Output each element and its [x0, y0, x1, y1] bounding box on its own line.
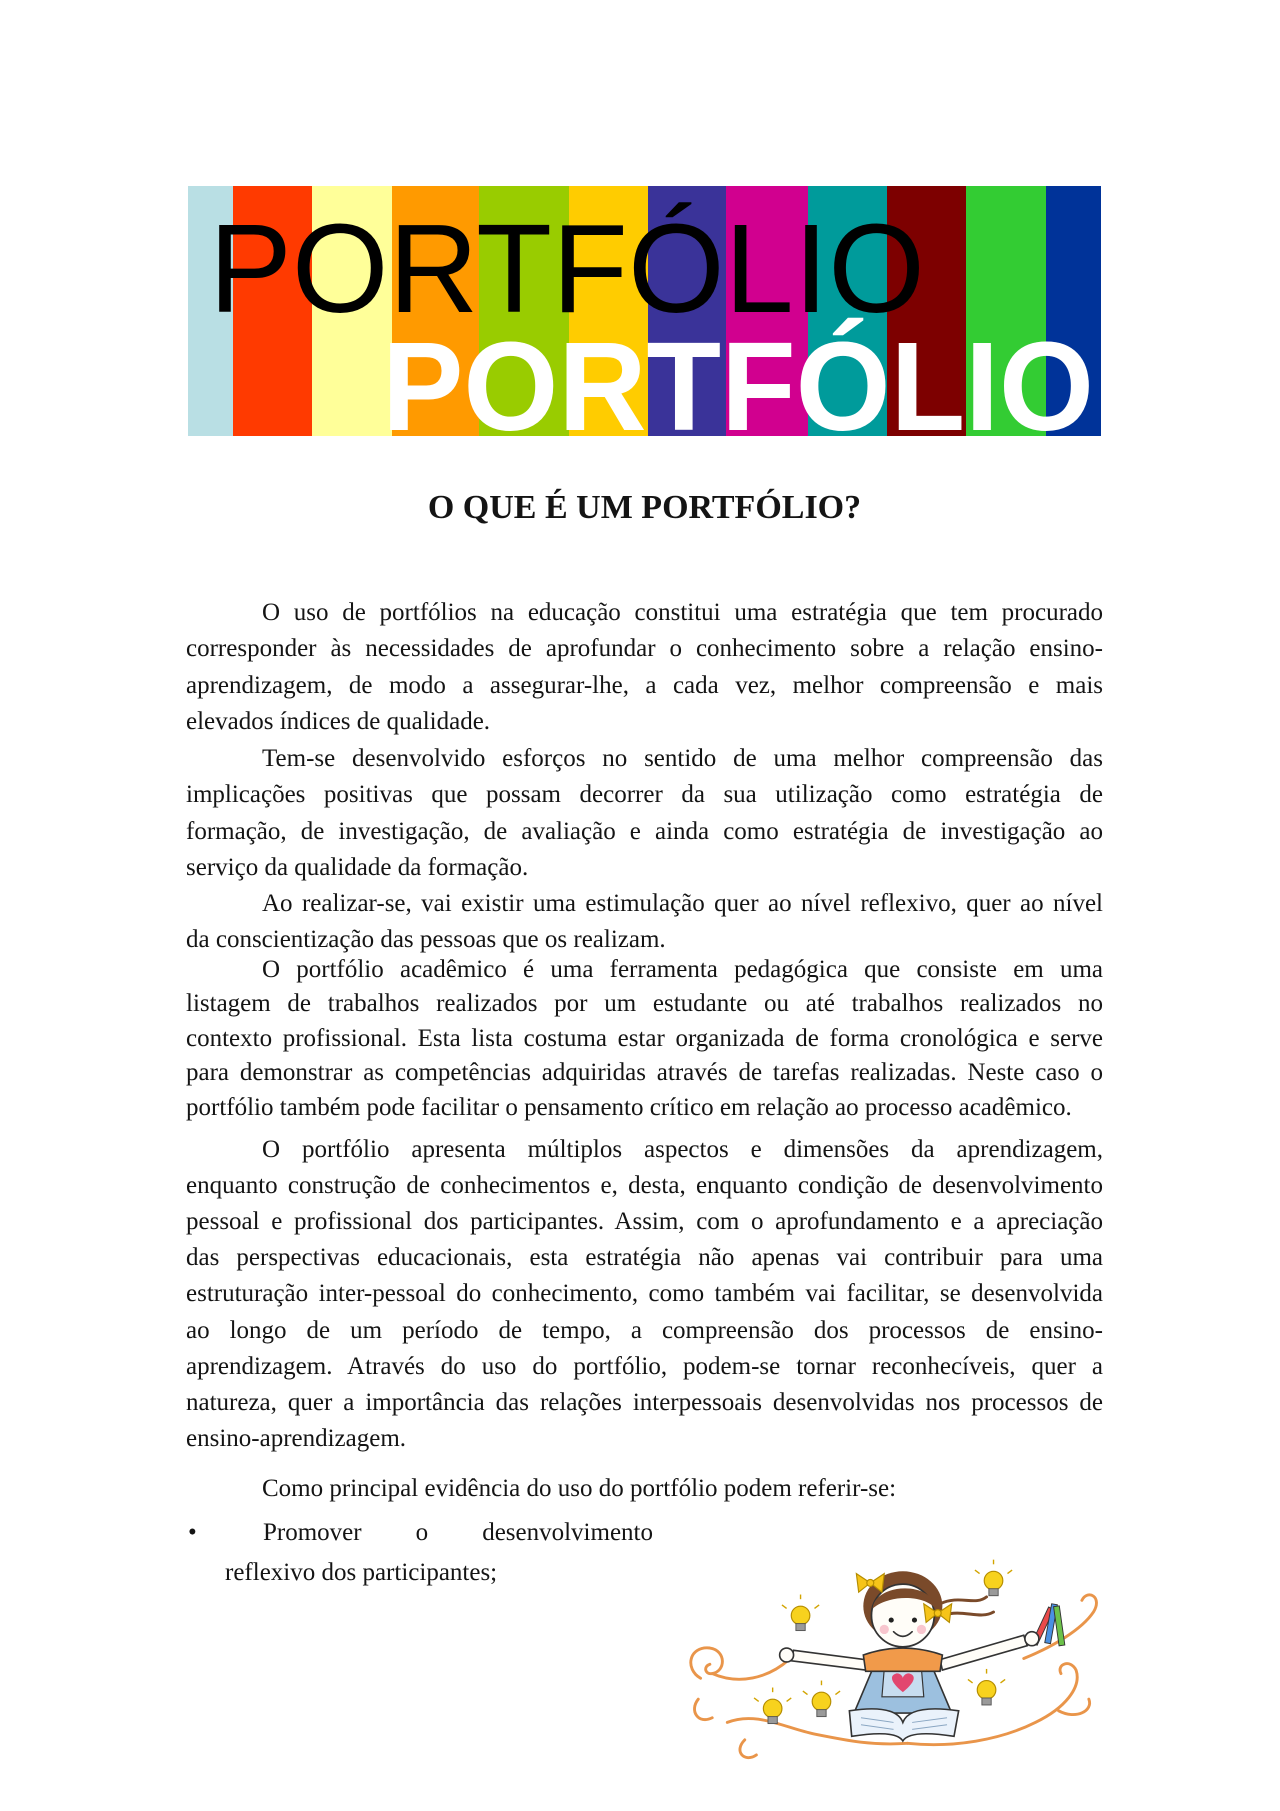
paragraph-line: Ao realizar-se, vai existir uma estimulação quer ao nível reflexivo, quer ao nível [262, 890, 1103, 917]
swirl [695, 1699, 713, 1719]
portfolio-banner [188, 186, 1101, 436]
paragraph-line: estruturação inter-pessoal do conhecimento, como também vai facilitar, se desenvolvida [186, 1280, 1103, 1308]
bullet-icon: • [188, 1519, 197, 1546]
paragraph-3 [186, 886, 1103, 959]
banner-title-bottom: PORTFÓLIO [382, 316, 1094, 436]
paragraph-line: O uso de portfólios na educação constitui uma estratégia que tem procurado [262, 599, 1103, 626]
girl-illustration [675, 1548, 1140, 1798]
paragraph-line: pessoal e profissional dos participantes. Assim, com o aprofundamento e a apreciação [186, 1207, 1103, 1235]
paragraph-line: das perspectivas educacionais, esta estratégia não apenas vai contribuir para uma [186, 1244, 1103, 1272]
paragraph-line: enquanto construção de conhecimentos e, desta, enquanto condição de desenvolvimento [186, 1171, 1103, 1199]
paragraph-line: O portfólio apresenta múltiplos aspectos e dimensões da aprendizagem, [262, 1135, 1103, 1163]
cheek [917, 1625, 926, 1634]
paragraph-5 [186, 1132, 1103, 1458]
paragraph-line: portfólio também pode facilitar o pensamento crítico em relação ao processo acadêmico. [186, 1093, 1072, 1121]
paragraph-line: corresponder às necessidades de aprofundar o conhecimento sobre a relação ensino- [186, 635, 1103, 663]
swirl [1059, 1699, 1090, 1714]
hair-strand [940, 1597, 987, 1604]
paragraph-line: da conscientização das pessoas que os realizam. [186, 926, 666, 954]
paragraph-line: aprendizagem. Através do uso do portfólio, podem-se tornar reconhecíveis, quer a [186, 1352, 1103, 1380]
paragraph-2 [186, 741, 1103, 887]
paragraph-line: O portfólio acadêmico é uma ferramenta pedagógica que consiste em uma [262, 956, 1103, 983]
right-hand [1025, 1632, 1039, 1646]
sleeves [863, 1648, 942, 1671]
paragraph-line: ao longo de um período de tempo, a compreensão dos processos de ensino- [186, 1316, 1103, 1344]
paragraph-line: formação, de investigação, de avaliação e ainda como estratégia de investigação ao [186, 817, 1103, 845]
page-title: O QUE É UM PORTFÓLIO? [427, 489, 862, 526]
right-arm [940, 1635, 1027, 1670]
paragraph-6 [186, 1471, 1103, 1507]
paragraph-line: Como principal evidência do uso do portfólio podem referir-se: [262, 1475, 897, 1502]
left-hand [780, 1648, 794, 1662]
paragraph-line: elevados índices de qualidade. [186, 708, 491, 736]
left-arm [791, 1650, 865, 1670]
paragraph-line: implicações positivas que possam decorrer da sua utilização como estratégia de [186, 781, 1103, 809]
lightbulb-icon [975, 1560, 1012, 1596]
swirl [740, 1740, 756, 1758]
lightbulb-icon [803, 1681, 840, 1717]
paragraph-4 [186, 953, 1103, 1125]
lightbulb-icon [782, 1595, 819, 1631]
eye [889, 1618, 894, 1623]
paragraph-line: listagem de trabalhos realizados por um estudante ou até trabalhos realizados no [186, 990, 1103, 1018]
paragraph-line: contexto profissional. Esta lista costuma estar organizada de forma cronológica e serve [186, 1024, 1103, 1052]
cheek [880, 1625, 889, 1634]
banner-title-top: PORTFÓLIO [209, 198, 925, 339]
list-item-line: reflexivo dos participantes; [225, 1558, 498, 1586]
paragraph-1 [186, 595, 1103, 741]
list-item-line: Promover o desenvolvimento [263, 1519, 653, 1546]
paragraph-line: serviço da qualidade da formação. [186, 854, 529, 882]
paragraph-line: para demonstrar as competências adquiridas através de tarefas realizadas. Neste caso o [186, 1059, 1103, 1087]
paragraph-line: natureza, quer a importância das relações interpessoais desenvolvidas nos processos de [186, 1388, 1103, 1416]
paragraph-line: aprendizagem, de modo a assegurar-lhe, a cada vez, melhor compreensão e mais [186, 671, 1103, 699]
swirl [691, 1648, 723, 1678]
paragraph-line: Tem-se desenvolvido esforços no sentido de uma melhor compreensão das [262, 745, 1103, 772]
eye [912, 1618, 917, 1623]
paragraph-line: ensino-aprendizagem. [186, 1425, 407, 1453]
lightbulb-icon [968, 1669, 1005, 1705]
